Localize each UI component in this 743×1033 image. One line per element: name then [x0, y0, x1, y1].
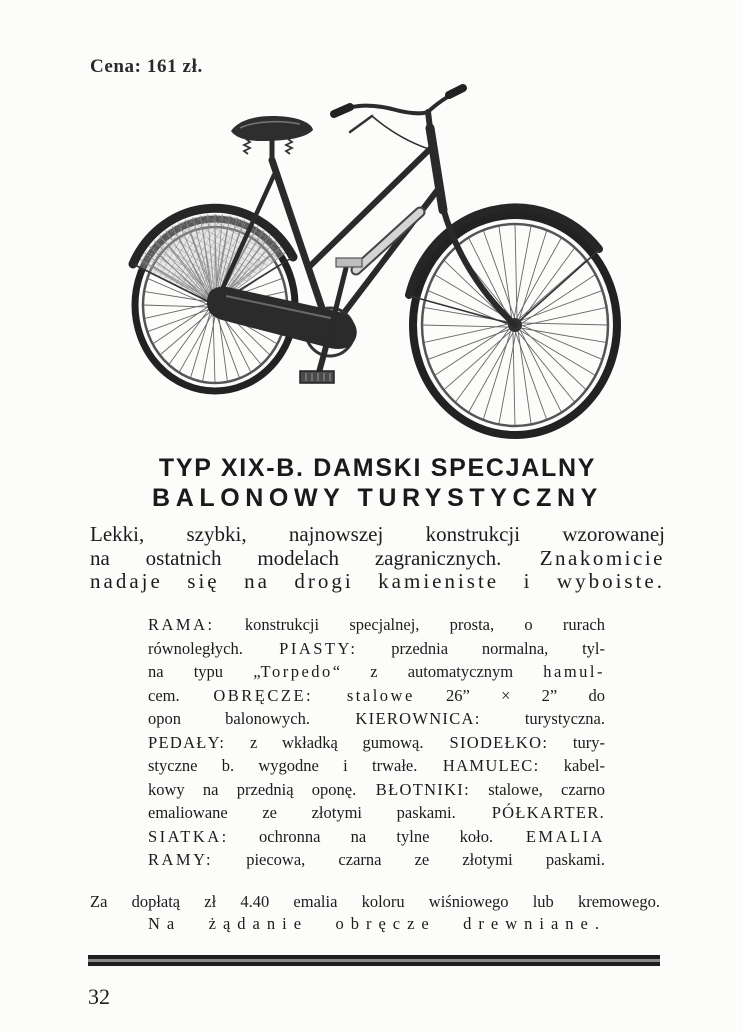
spec-keyword: BŁOTNIKI: [356, 779, 470, 799]
spec-keyword: HAMULEC: [417, 756, 540, 775]
spoke [518, 330, 531, 424]
spec-line [148, 778, 605, 802]
spoke [521, 307, 607, 326]
spec-keyword: SIODEŁKO: [423, 732, 549, 752]
spec-text: przednia normalna, tyl- [357, 638, 605, 658]
spoke [520, 329, 562, 413]
spec-text: emaliowane ze złotymi paskami. [148, 803, 456, 822]
spec-text: kowy na przednią oponę. [148, 779, 357, 799]
spec-line [148, 731, 605, 755]
spec-line [148, 825, 605, 849]
spec-line [148, 707, 605, 731]
spec-keyword: RAMY: [148, 850, 214, 869]
saddle [231, 116, 313, 162]
spec-line [148, 754, 605, 778]
spec-line [148, 637, 605, 661]
intro-line-2-text: na ostatnich modelach zagranicznych. [90, 545, 502, 570]
spec-text: piecowa, czarna ze złotymi paskami. [213, 850, 605, 869]
spec-text: turystyczna. [480, 709, 605, 728]
page-number: 32 [88, 984, 110, 1009]
spec-text: 26” × 2” do [414, 685, 605, 705]
spec-text: ochronna na tylne koło. [228, 826, 494, 846]
spec-keyword: KIEROWNICA: [309, 709, 481, 728]
spec-emphasis: hamul- [543, 662, 605, 681]
spec-text: stalowe, czarno [470, 779, 605, 799]
spec-text: tury- [548, 732, 606, 752]
spoke [514, 226, 531, 320]
spec-keyword: RAMA: [148, 615, 215, 634]
intro-paragraph [90, 523, 665, 594]
spec-keyword: SIATKA: [148, 826, 229, 846]
spoke [469, 331, 514, 413]
model-title-line-1: TYP XIX-B. DAMSKI SPECJALNY [158, 454, 597, 482]
spec-emphasis: Torpedo [260, 662, 333, 681]
spec-text: opon balonowych. [148, 709, 310, 728]
spec-line [148, 801, 605, 825]
spec-keyword: PIASTY: [242, 638, 358, 658]
price-label: Cena: 161 zł. [90, 56, 203, 77]
spec-keyword: OBRĘCZE: [179, 685, 314, 705]
spec-line [148, 613, 605, 637]
spec-line [148, 684, 605, 708]
spoke [521, 325, 602, 360]
spoke [179, 311, 214, 373]
spec-text: cem. [148, 685, 180, 705]
spec-keyword: EMALIA [493, 826, 605, 846]
intro-line-2-emphasis: Znakomicie [501, 545, 665, 570]
spec-line [148, 848, 605, 872]
model-title-line-2: BALONOWY TURYSTYCZNY [152, 484, 603, 512]
spec-text: z wkładką gumową. [225, 732, 424, 752]
bicycle-illustration [0, 0, 743, 450]
spec-text: konstrukcji specjalnej, prosta, o rurach [214, 615, 605, 634]
page-divider [88, 955, 660, 966]
specification-block [148, 613, 605, 872]
spoke [499, 226, 512, 320]
spoke [422, 325, 509, 327]
spoke [499, 331, 516, 425]
intro-line-2 [90, 547, 665, 571]
handlebar [334, 88, 463, 132]
spec-text: kabel- [539, 756, 605, 775]
spoke [516, 238, 561, 320]
spec-text: styczne b. wygodne i trwałe. [148, 756, 418, 775]
intro-line-1: Lekki, szybki, najnowszej konstrukcji wzorowanej [90, 522, 665, 546]
intro-line-3: nadaje się na drogi kamieniste i wyboiste. [90, 569, 665, 593]
spec-line [148, 660, 605, 684]
spec-keyword: PEDAŁY: [148, 732, 226, 752]
spec-text: równoległych. [148, 638, 243, 658]
surcharge-note: Za dopłatą zł 4.40 emalia koloru wiśniowego lub kremowego. [90, 892, 660, 911]
spec-text: na typu „ [148, 662, 261, 681]
spoke [153, 306, 209, 344]
frame-pump [356, 212, 420, 270]
spec-text: “ z automatycznym [332, 662, 544, 681]
spoke [521, 327, 587, 390]
model-title [90, 453, 665, 513]
spec-emphasis: stalowe [313, 685, 415, 705]
wooden-rims-option: Na żądanie obręcze drewniane. [148, 914, 606, 933]
spec-keyword: PÓŁKARTER. [455, 803, 605, 822]
